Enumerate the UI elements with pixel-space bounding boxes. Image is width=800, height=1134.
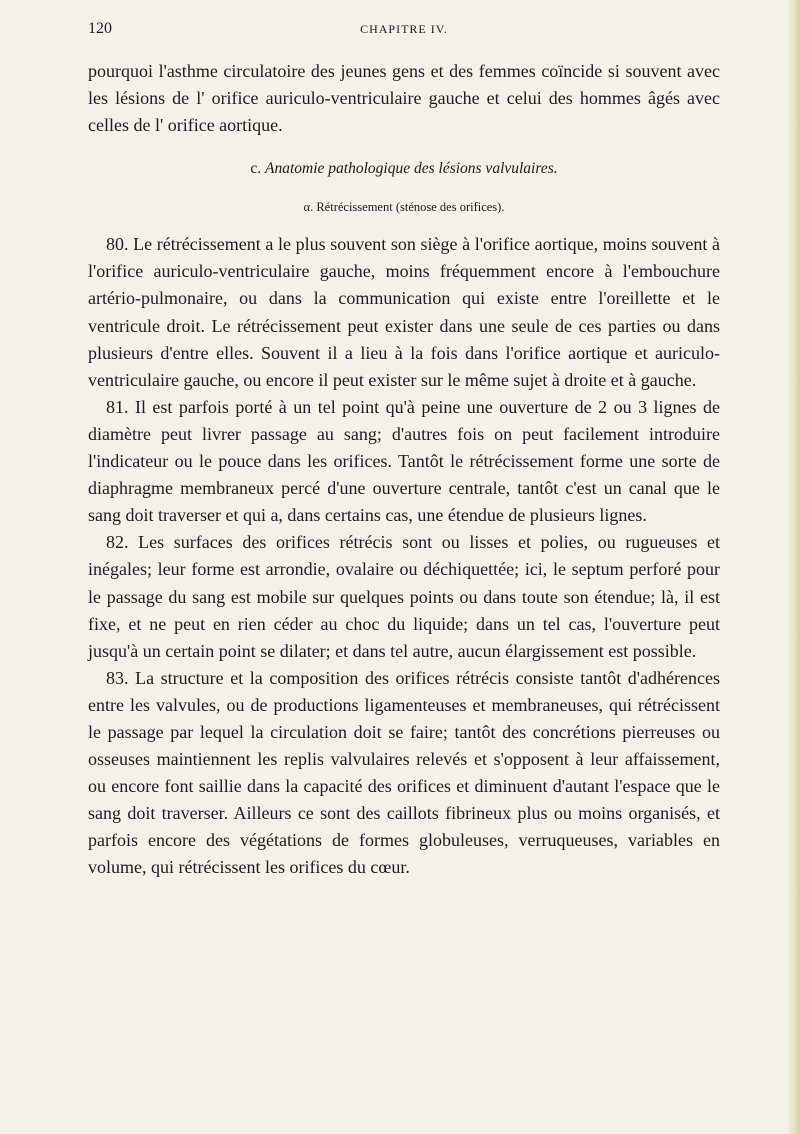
book-page [88,18,720,882]
section-heading [88,159,720,179]
paragraph-81: 81. Il est parfois porté à un tel point qu'à peine une ouverture de 2 ou 3 lignes de diamètre peut livrer passage au sang; d'autres fois on peut facilement introduire l'indicateur ou le pouce dans les orifices. Tantôt le rétrécissement forme une sorte de diaphragme membraneux percé d'une ouverture centrale, tantôt c'est un canal que le sang doit traverser et qui a, dans certains cas, une étendue de plusieurs lignes. [88,396,720,526]
subsection-heading: α. Rétrécissement (sténose des orifices). [303,200,505,215]
paragraph-83: 83. La structure et la composition des orifices rétrécis consiste tantôt d'adhérences entre les valvules, ou de productions ligamenteuses et membraneuses, qui rétrécissent le passage par lequel la circulation doit se faire; tantôt des concrétions pierreuses ou osseuses maintiennent les replis valvulaires relevés et s'opposent à leur affaissement, ou encore font saillie dans la capacité des orifices et diminuent d'autant l'espace que le sang doit traverser. Ailleurs ce sont des caillots fibrineux plus ou moins organisés, et parfois encore des végétations de formes globuleuses, verruqueuses, variables en volume, qui rétrécissent les orifices du cœur. [88,667,720,878]
page-number: 120 [88,20,112,37]
paragraph-80: 80. Le rétrécissement a le plus souvent son siège à l'orifice aortique, moins souvent à l'orifice auriculo-ventriculaire gauche, moins fréquemment encore à l'embouchure artério-pulmonaire, ou dans la communication qui existe entre l'oreillette et le ventricule droit. Le rétrécissement peut exister dans une seule de ces parties ou dans plusieurs d'entre elles. Souvent il a lieu à la fois dans l'orifice aortique et auriculo-ventriculaire gauche, ou encore il peut exister sur le même sujet à droite et à gauche. [88,234,720,390]
section-title: Anatomie pathologique des lésions valvulaires. [265,160,558,178]
chapter-title: CHAPITRE IV. [360,22,448,36]
section-label: c. [250,160,262,178]
paragraph-82: 82. Les surfaces des orifices rétrécis sont ou lisses et polies, ou rugueuses et inégales; leur forme est arrondie, ovalaire ou déchiquettée; ici, le septum perforé pour le passage du sang est mobile sur quelques points ou dans toute son étendue; là, il est fixe, et ne peut en rien céder au choc du liquide; dans un tel cas, l'ouverture peut jusqu'à un certain point se dilater; et dans tel autre, aucun élargissement est possible. [88,532,720,661]
paragraph-intro: pourquoi l'asthme circulatoire des jeunes gens et des femmes coïncide si souvent avec les lésions de l' orifice auriculo-ventriculaire gauche et celui des hommes âgés avec celles de l' orifice aortique. [88,61,720,136]
running-head [88,18,720,48]
page-edge-shadow [786,0,800,1134]
body-text [88,58,720,882]
